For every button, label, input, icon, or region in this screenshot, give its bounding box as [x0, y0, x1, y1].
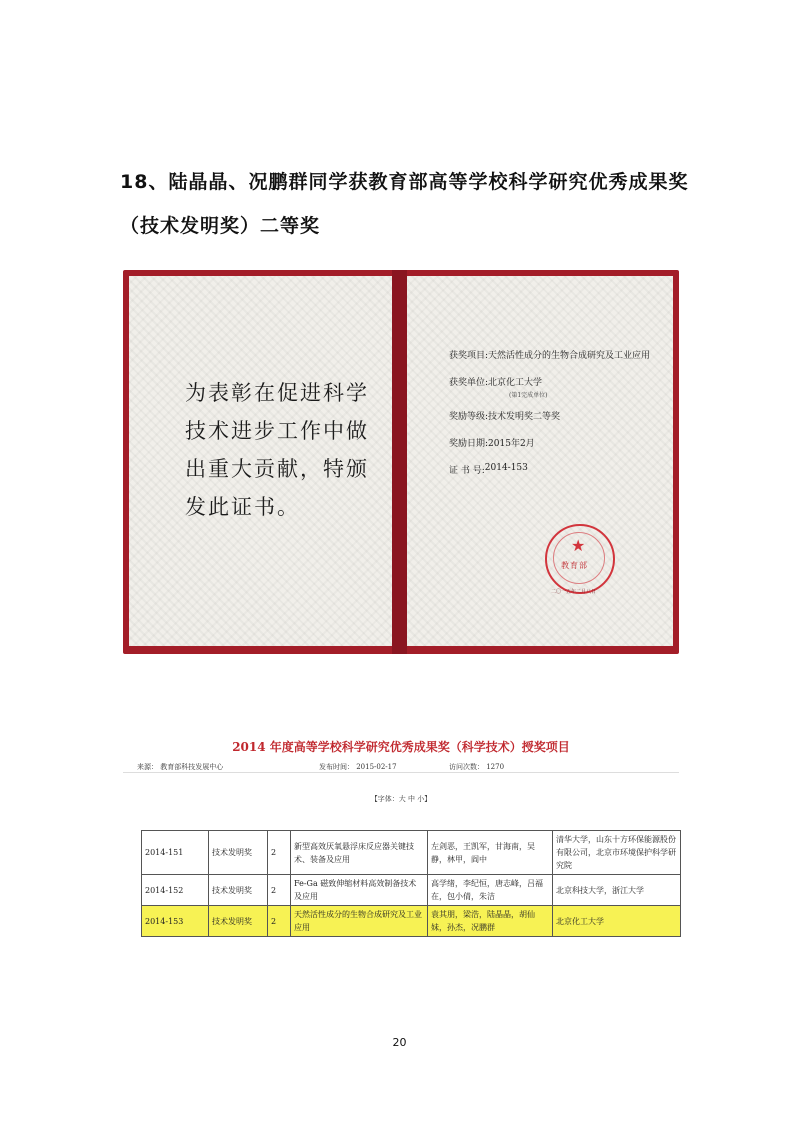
announcement-source: 来源： 教育部科技发展中心: [137, 763, 224, 771]
table-row: [142, 875, 681, 906]
seal-star-icon: ★: [571, 536, 586, 555]
certificate-left-page: [129, 276, 392, 646]
award-people: 袁其朋，梁浩，陆晶晶，胡仙妹，孙杰，况鹏群: [428, 906, 553, 937]
announcement-title: 2014 年度高等学校科学研究优秀成果奖（科学技术）授奖项目: [232, 740, 570, 754]
cert-number-row: [449, 463, 664, 476]
announcement-visits: 访问次数： 1270: [449, 763, 505, 771]
award-units: 北京科技大学，浙江大学: [553, 875, 681, 906]
seal-text: 教育部: [561, 561, 588, 570]
certificate-photo: [123, 270, 679, 654]
award-project: 天然活性成分的生物合成研究及工业应用: [291, 906, 428, 937]
date-label: 奖励日期:: [449, 439, 489, 449]
cert-number-value: 2014-153: [484, 463, 528, 473]
award-units: 清华大学，山东十方环保能源股份有限公司，北京市环境保护科学研究院: [553, 831, 681, 875]
award-id: 2014-152: [142, 875, 209, 906]
table-row-highlighted: [142, 906, 681, 937]
project-value: 天然活性成分的生物合成研究及工业应用: [488, 351, 651, 361]
seal-date: 二〇一五年二月八日: [551, 589, 597, 595]
award-type: 技术发明奖: [209, 831, 268, 875]
grade-row: [449, 409, 664, 422]
font-size-selector[interactable]: 【字体：大 中 小】: [370, 795, 432, 803]
cert-number-label: 证 书 号:: [449, 466, 485, 476]
date-row: [449, 436, 664, 449]
certificate-info: [449, 348, 664, 490]
award-id: 2014-153: [142, 906, 209, 937]
table-row: [142, 831, 681, 875]
unit-row: [449, 375, 664, 388]
announcement-screenshot: [123, 730, 679, 950]
award-people: 高学绪，李纪恒，唐志峰，吕福在，包小倩，朱洁: [428, 875, 553, 906]
award-type: 技术发明奖: [209, 906, 268, 937]
grade-value: 技术发明奖二等奖: [488, 412, 561, 422]
award-id: 2014-151: [142, 831, 209, 875]
page-number: 20: [392, 1036, 407, 1049]
project-label: 获奖项目:: [449, 351, 489, 361]
award-grade: 2: [268, 906, 291, 937]
award-grade: 2: [268, 875, 291, 906]
page-heading: 18、陆晶晶、况鹏群同学获教育部高等学校科学研究优秀成果奖（技术发明奖）二等奖: [120, 171, 689, 237]
award-people: 左剑恶，王凯军，甘海南，吴静，林甲，阎中: [428, 831, 553, 875]
unit-label: 获奖单位:: [449, 378, 489, 388]
award-grade: 2: [268, 831, 291, 875]
announcement-published: 发布时间： 2015-02-17: [319, 763, 397, 771]
award-project: Fe-Ga 磁致伸缩材料高效制备技术及应用: [291, 875, 428, 906]
certificate-right-page: [407, 276, 673, 646]
date-value: 2015年2月: [488, 439, 535, 449]
award-units: 北京化工大学: [553, 906, 681, 937]
awards-table: [141, 830, 681, 937]
unit-value: 北京化工大学: [488, 378, 543, 388]
certificate-praise-text: 为表彰在促进科学技术进步工作中做出重大贡献，特颁发此证书。: [185, 381, 369, 519]
divider: [123, 772, 679, 773]
project-row: [449, 348, 664, 361]
grade-label: 奖励等级:: [449, 412, 489, 422]
unit-note: (第1完成单位): [509, 392, 548, 399]
official-seal-icon: [545, 524, 615, 594]
award-project: 新型高效厌氧悬浮床反应器关键技术、装备及应用: [291, 831, 428, 875]
award-type: 技术发明奖: [209, 875, 268, 906]
certificate-spine: [392, 270, 407, 654]
